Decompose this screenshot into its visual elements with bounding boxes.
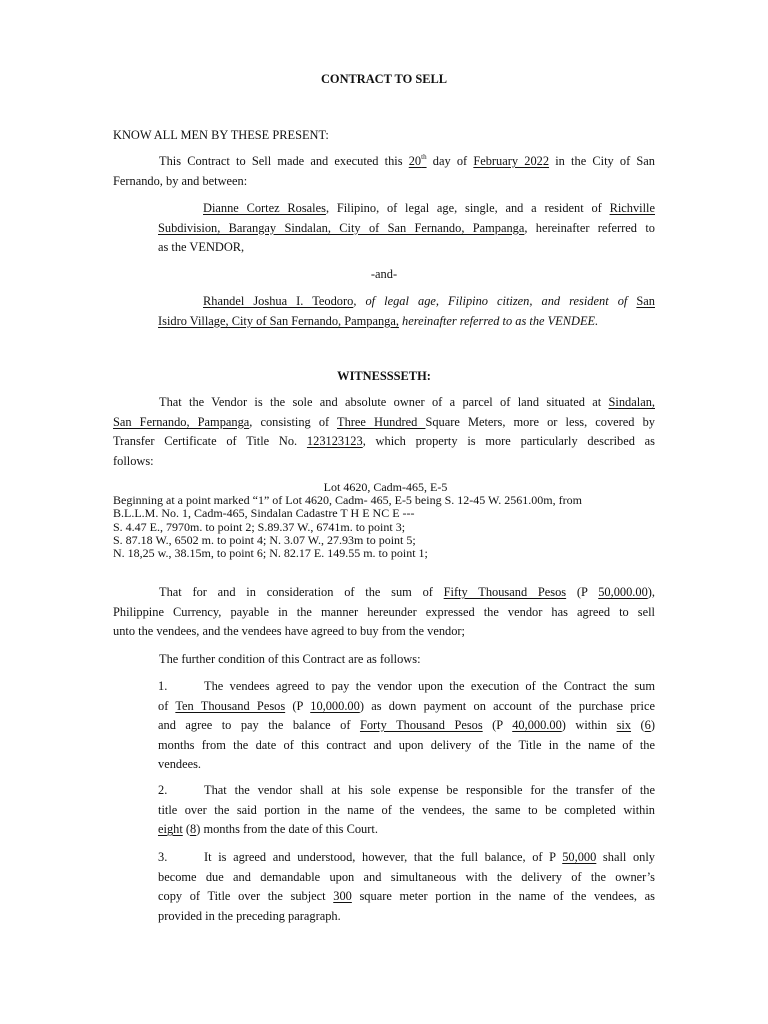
condition-3: 3. It is agreed and understood, however, that the full balance, of P 50,000 shall only become due and demandable upon and simultaneous with the delivery of the owner’s copy of Title over the subject 300 square meter portion in the name of the vendees, as provided in the preceding paragraph. <box>158 850 655 923</box>
technical-description <box>113 481 658 560</box>
condition-2: 2. That the vendor shall at his sole expense be responsible for the transfer of the title over the said portion in the name of the vendees, the same to be completed within eight (8) months from the date of this Court. <box>158 783 655 836</box>
and-separator: -and- <box>370 267 398 281</box>
technical-line: S. 4.47 E., 7970m. to point 2; S.89.37 W., 6741m. to point 3; <box>113 519 406 534</box>
intro-paragraph: This Contract to Sell made and executed this 20th day of February 2022 in the City of San Fernando, by and between: <box>113 153 655 188</box>
contract-date: February 2022 <box>473 154 550 168</box>
vendee-paragraph: Rhandel Joshua I. Teodoro, of legal age, Filipino citizen, and resident of San Isidro Village, City of San Fernando, Pampanga, hereinafter referred to as the VENDEE. <box>158 294 655 328</box>
technical-line: B.L.L.M. No. 1, Cadm-465, Sindalan Cadastre T H E NC E --- <box>113 506 415 521</box>
vendor-name: Dianne Cortez Rosales <box>203 201 326 215</box>
technical-line: N. 18,25 w., 38.15m, to point 6; N. 82.17 E. 149.55 m. to point 1; <box>113 546 428 561</box>
vendor-paragraph: Dianne Cortez Rosales, Filipino, of legal age, single, and a resident of Richville Subdivision, Barangay Sindalan, City of San Fernando, Pampanga, hereinafter referred to as the VENDOR, <box>158 201 655 254</box>
ownership-paragraph: That the Vendor is the sole and absolute owner of a parcel of land situated at Sindalan, San Fernando, Pampanga, consisting of Three Hundred Square Meters, more or less, covered by Transfer Certificate of Title No. 123123123, which property is more particularly described as follows: <box>113 395 655 468</box>
consideration-paragraph: That for and in consideration of the sum of Fifty Thousand Pesos (P 50,000.00), Philippine Currency, payable in the manner hereunder expressed the vendor has agreed to sell unto the vendees, and the vendees have agreed to buy from the vendor; <box>113 585 656 638</box>
technical-line: Beginning at a point marked “1” of Lot 4620, Cadm- 465, E-5 being S. 12-45 W. 2561.00m, from <box>113 493 582 508</box>
technical-line: S. 87.18 W., 6502 m. to point 4; N. 3.07 W., 27.93m to point 5; <box>113 532 416 547</box>
document-title: CONTRACT TO SELL <box>320 72 448 86</box>
opening-line: KNOW ALL MEN BY THESE PRESENT: <box>113 128 329 142</box>
condition-1: 1. The vendees agreed to pay the vendor upon the execution of the Contract the sum of Ten Thousand Pesos (P 10,000.00) as down payment on account of the purchase price and agree to pay the balance of Forty Thousand Pesos (P 40,000.00) within six (6) months from the date of this contract and upon delivery of the Title in the name of the vendees. <box>158 679 655 771</box>
vendee-name: Rhandel Joshua I. Teodoro <box>203 294 354 308</box>
witness-heading: WITNESSSETH: <box>337 369 431 383</box>
lot-heading: Lot 4620, Cadm-465, E-5 <box>323 480 448 494</box>
title-number: 123123123 <box>306 434 363 448</box>
conditions-intro: The further condition of this Contract are as follows: <box>159 652 421 666</box>
